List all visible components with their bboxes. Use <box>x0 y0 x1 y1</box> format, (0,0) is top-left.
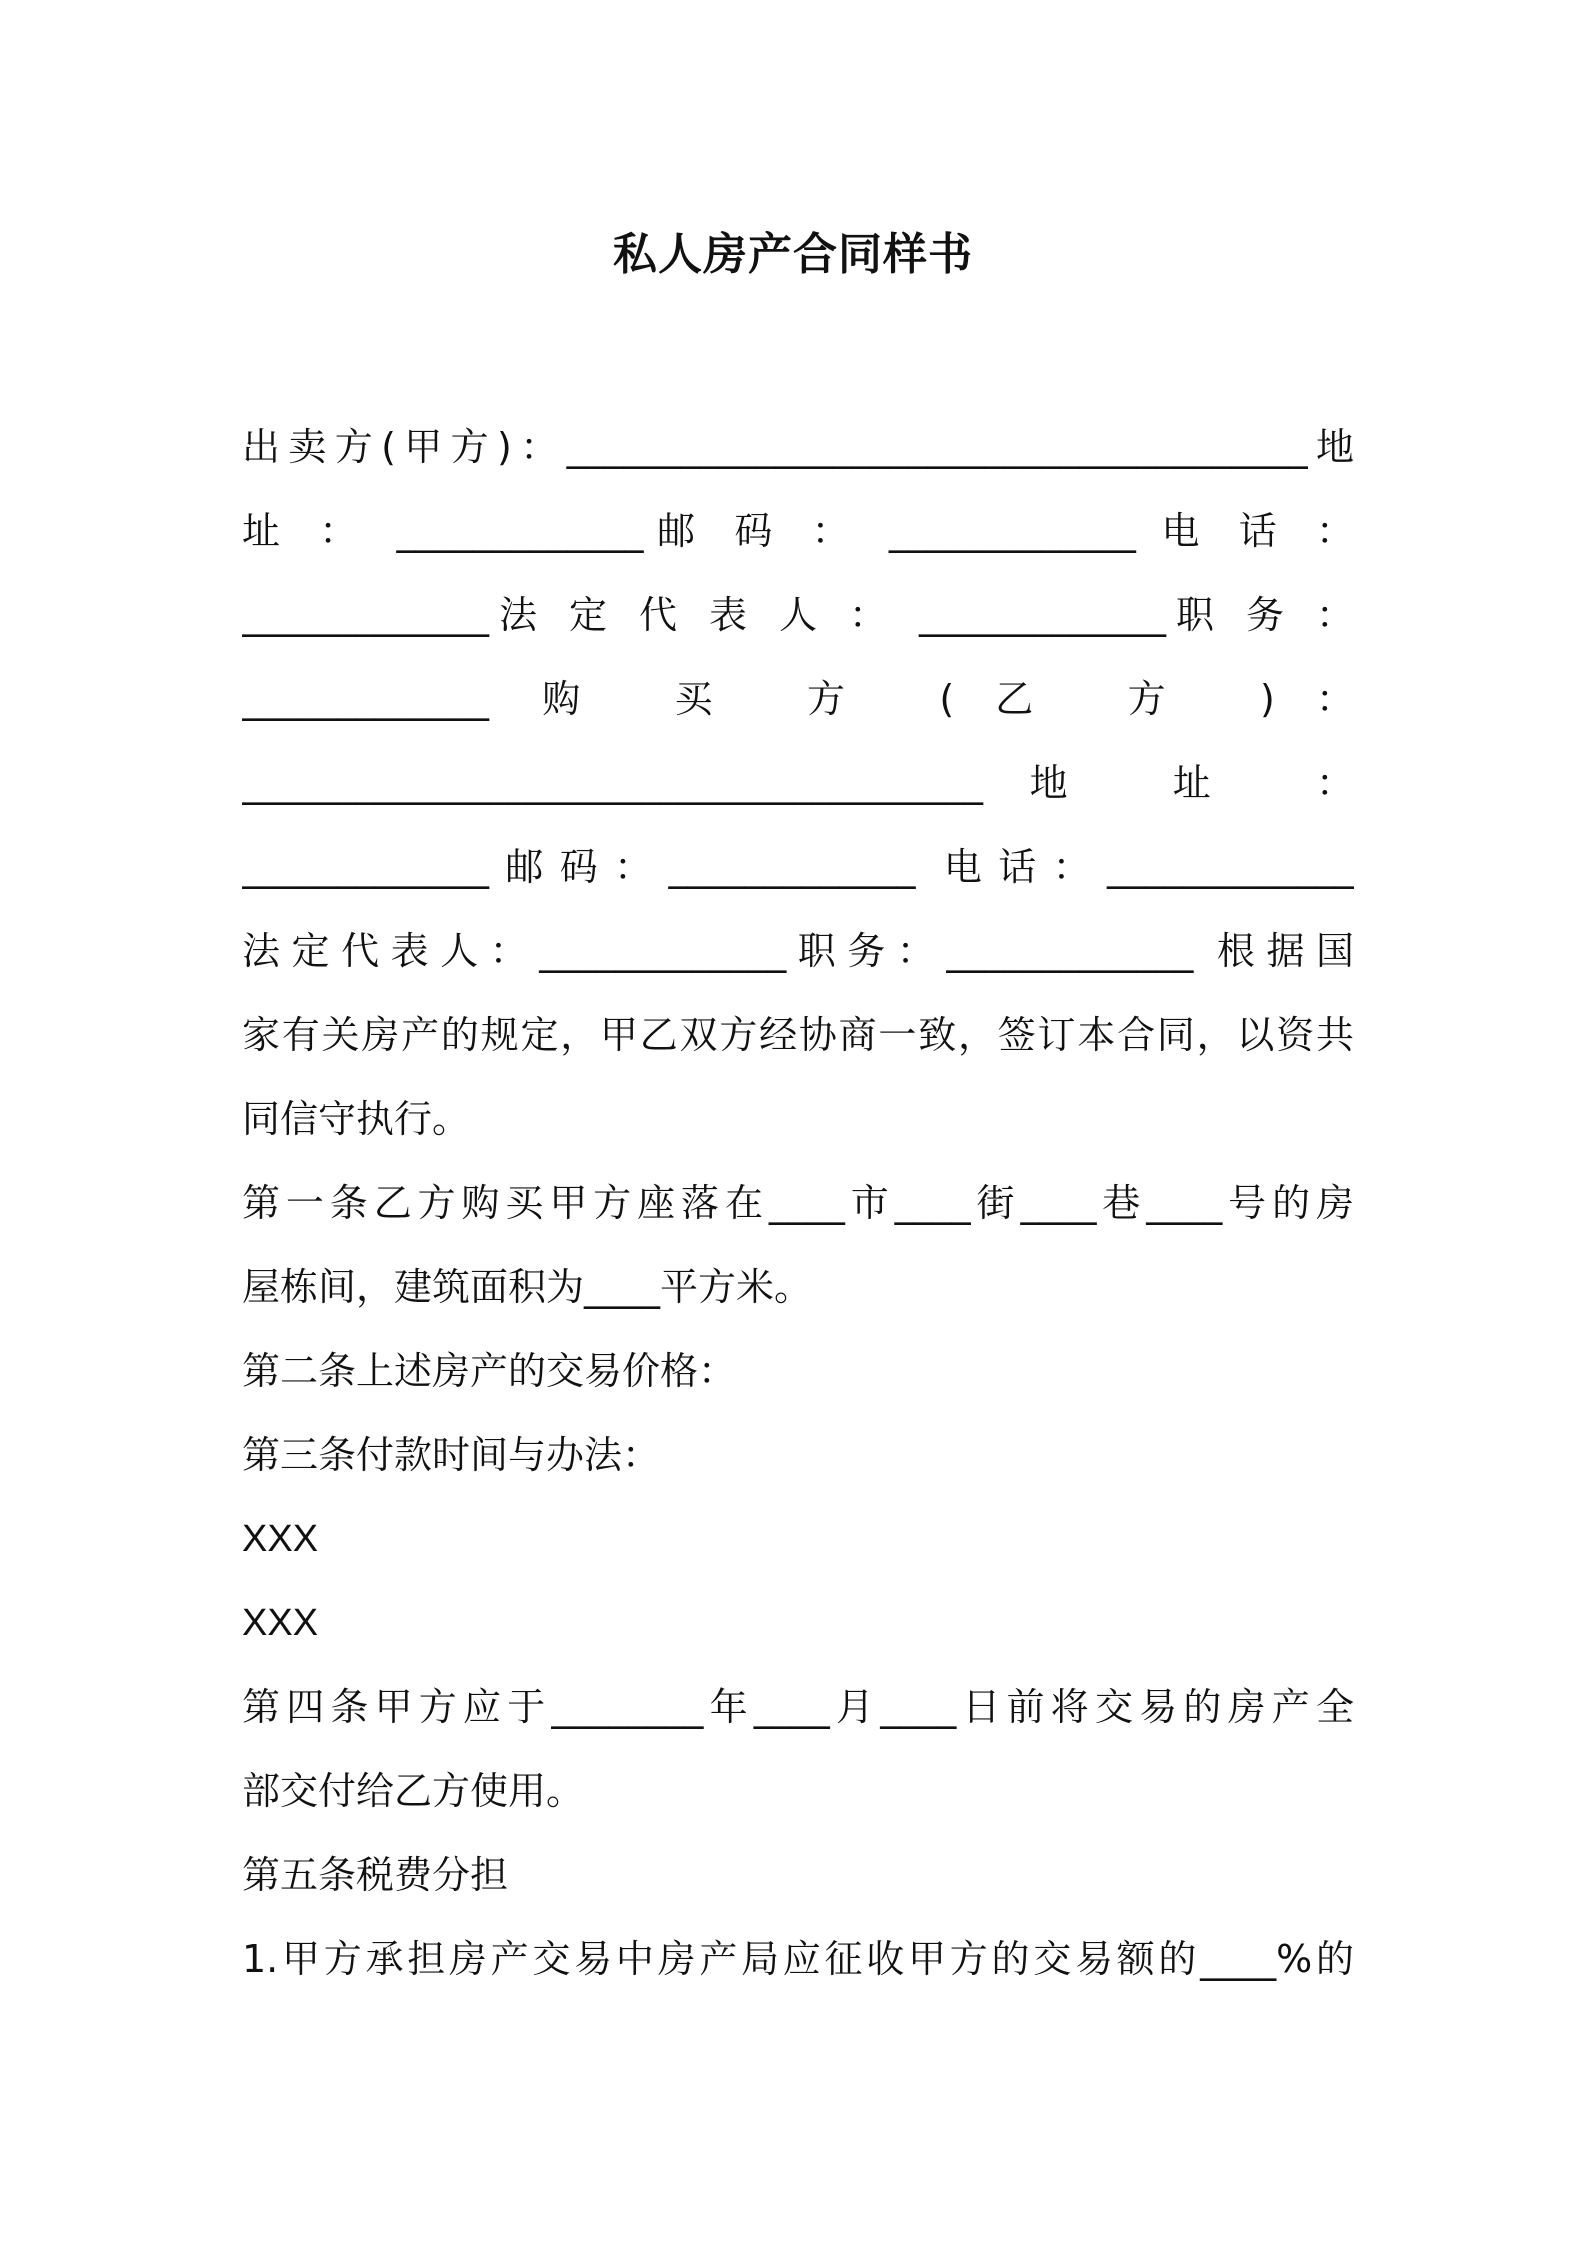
article-1-end-line: 屋栋间，建筑面积为____平方米。 <box>242 1265 813 1309</box>
buyer-representative-line: 法定代表人：_____________职务：_____________ 根据国 <box>242 929 1354 973</box>
preamble-line: 家有关房产的规定，甲乙双方经协商一致，签订本合同，以资共 <box>242 1013 1354 1057</box>
buyer-name-line: _____________ 购 买 方 (乙 方 )： <box>242 677 1354 721</box>
article-2-line: 第二条上述房产的交易价格： <box>242 1349 737 1393</box>
seller-address-line: 址 ： _____________邮 码 ： _____________ 电 话 ： <box>242 509 1354 553</box>
placeholder-line: XXX <box>242 1518 319 1560</box>
preamble-end-line: 同信守执行。 <box>242 1097 471 1141</box>
article-5-heading: 第五条税费分担 <box>242 1853 509 1897</box>
seller-representative-line: _____________法 定 代 表 人 ： _____________职 务 ： <box>242 593 1354 637</box>
article-4-end-line: 部交付给乙方使用。 <box>242 1769 585 1813</box>
placeholder-line: XXX <box>242 1602 319 1644</box>
article-1-line: 第一条乙方购买甲方座落在____市____街____巷____号的房 <box>242 1181 1354 1225</box>
article-5-item-1-line: 1.甲方承担房产交易中房产局应征收甲方的交易额的____%的 <box>242 1937 1354 1981</box>
article-4-line: 第四条甲方应于________年____月____日前将交易的房产全 <box>242 1685 1354 1729</box>
document-body <box>242 405 1354 2001</box>
article-3-line: 第三条付款时间与办法： <box>242 1433 661 1477</box>
document-title: 私人房产合同样书 <box>613 229 973 280</box>
buyer-contact-line: _____________邮码：_____________ 电话：_____________ <box>242 845 1354 889</box>
seller-name-line: 出卖方(甲方)：_______________________________________地 <box>242 425 1354 469</box>
buyer-address-line: _______________________________________地 址 ： <box>242 761 1354 805</box>
